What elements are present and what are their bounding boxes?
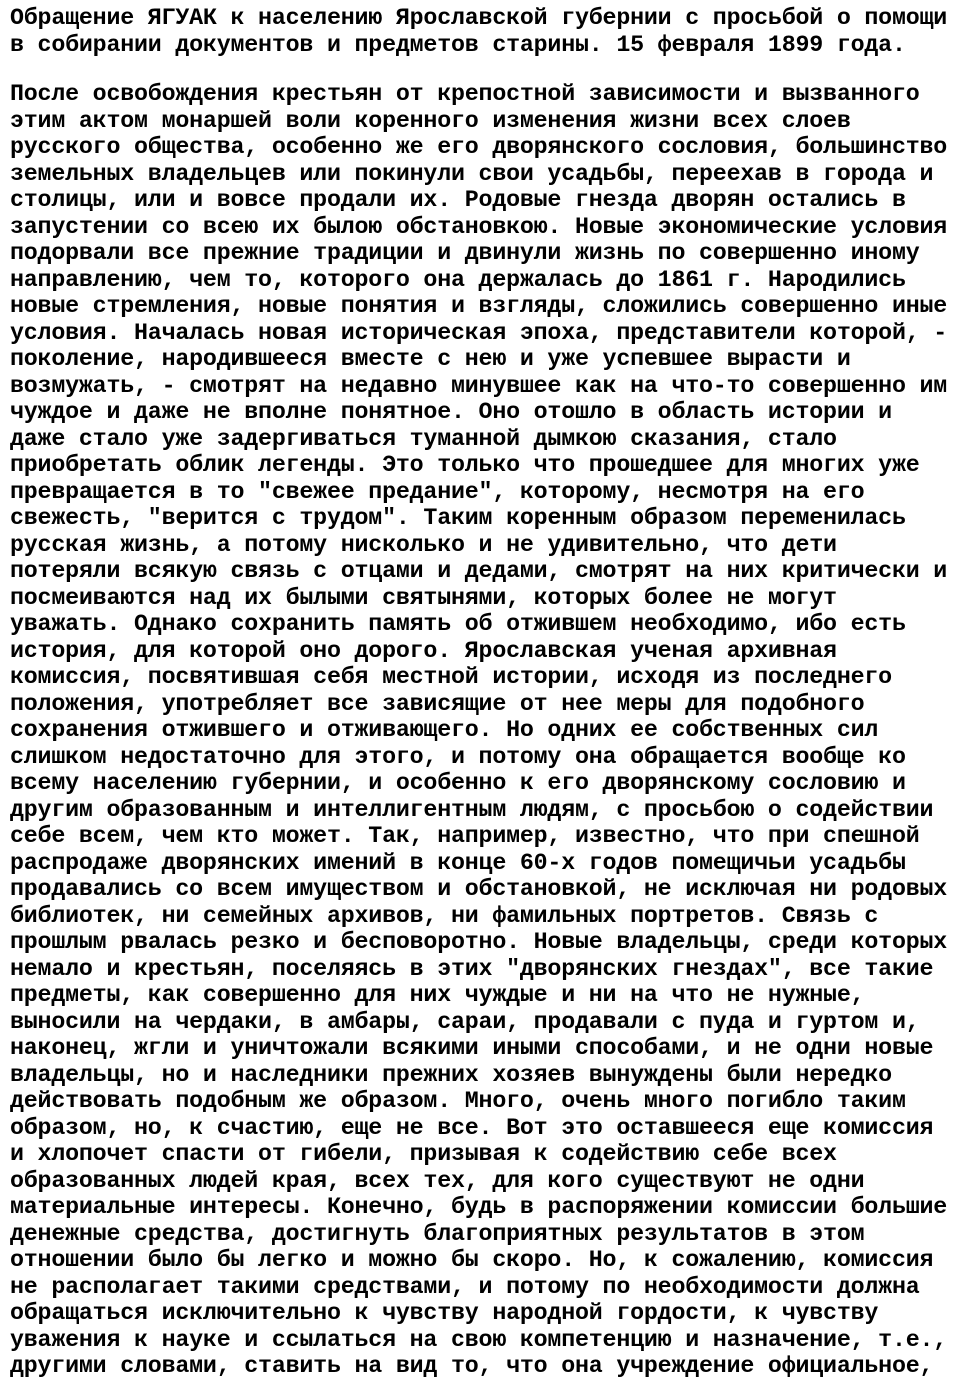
body-line: условия. Началась новая историческая эпоха, представители которой, - [10, 319, 948, 346]
body-line: направлению, чем то, которого она держалась до 1861 г. Народились [10, 266, 906, 293]
body-line: поколение, народившееся вместе с нею и уже успевшее вырасти и [10, 346, 851, 372]
body-line: русская жизнь, а потому нисколько и не удивительно, что дети [10, 531, 837, 558]
body-line: подорвали все прежние традиции и двинули жизнь по совершенно иному [10, 240, 920, 266]
body-line: даже стало уже задергиваться туманной дымкою сказания, стало [10, 425, 837, 452]
body-line: действовать подобным же образом. Много, очень много погибло таким [10, 1088, 906, 1114]
body-line: столицы, или и вовсе продали их. Родовые гнезда дворян остались в [10, 187, 906, 213]
title-line: в собирании документов и предметов старины. 15 февраля 1899 года. [10, 31, 906, 58]
body-line: возмужать, - смотрят на недавно минувшее как на что-то совершенно им [10, 372, 948, 399]
body-line: материальные интересы. Конечно, будь в распоряжении комиссии большие [10, 1194, 948, 1220]
body-line: земельных владельцев или покинули свои усадьбы, переехав в города и [10, 160, 934, 187]
body-line: образованных людей края, всех тех, для кого существуют не одни [10, 1167, 865, 1194]
body-line: свежесть, "верится с трудом". Таким коренным образом переменилась [10, 505, 906, 531]
body-line: уважения к науке и ссылаться на свою компетенцию и назначение, т.е., [10, 1326, 948, 1353]
body-line: владельцы, но и наследники прежних хозяев вынуждены были нередко [10, 1061, 892, 1088]
body-line: отношении было бы легко и можно бы скоро. Но, к сожалению, комиссия [10, 1247, 934, 1273]
body-line: этим актом монаршей воли коренного изменения жизни всех слоев [10, 107, 851, 134]
body-line: и хлопочет спасти от гибели, призывая к содействию себе всех [10, 1141, 837, 1167]
document-page [10, 5, 947, 1380]
body-line: распродаже дворянских имений в конце 60-х годов помещичьи усадьбы [10, 849, 906, 876]
body-line: посмеиваются над их былыми святынями, которых более не могут [10, 584, 837, 611]
body-line: история, для которой оно дорого. Ярославская ученая архивная [10, 637, 837, 664]
document-title [10, 5, 947, 58]
body-line: прошлым рвалась резко и бесповоротно. Новые владельцы, среди которых [10, 929, 948, 955]
body-line: предметы, как совершенно для них чуждые и ни на что не нужные, [10, 982, 865, 1008]
body-line: не располагает такими средствами, и потому по необходимости должна [10, 1273, 920, 1300]
body-line: всему населению губернии, и особенно к его дворянскому сословию и [10, 770, 906, 796]
body-line: потеряли всякую связь с отцами и дедами, смотрят на них критически и [10, 558, 948, 584]
body-line: новые стремления, новые понятия и взгляды, сложились совершенно иные [10, 293, 948, 319]
body-line: приобретать облик легенды. Это только что прошедшее для многих уже [10, 452, 920, 478]
body-line: запустении со всею их былою обстановкою. Новые экономические условия [10, 213, 948, 240]
body-line: положения, употребляет все зависящие от нее меры для подобного [10, 690, 865, 717]
body-line: выносили на чердаки, в амбары, сараи, продавали с пуда и гуртом и, [10, 1008, 920, 1035]
body-line: немало и крестьян, поселяясь в этих "дворянских гнездах", все такие [10, 955, 934, 982]
body-line: себе всем, чем кто может. Так, например, известно, что при спешной [10, 823, 920, 849]
body-line: наконец, жгли и уничтожали всякими иными способами, и не одни новые [10, 1035, 934, 1061]
body-line: комиссия, посвятившая себя местной истории, исходя из последнего [10, 664, 892, 690]
body-line: библиотек, ни семейных архивов, ни фамильных портретов. Связь с [10, 902, 879, 929]
body-line: образом, но, к счастию, еще не все. Вот это оставшееся еще комиссия [10, 1114, 934, 1141]
body-line: слишком недостаточно для этого, и потому она обращается вообще ко [10, 743, 906, 770]
body-line: превращается в то "свежее предание", которому, несмотря на его [10, 478, 865, 505]
body-line: После освобождения крестьян от крепостной зависимости и вызванного [10, 81, 920, 107]
body-line: денежные средства, достигнуть благоприятных результатов в этом [10, 1220, 865, 1247]
document-body [10, 81, 947, 1380]
body-line: продавались со всем имуществом и обстановкой, не исключая ни родовых [10, 876, 948, 902]
body-line: другими словами, ставить на вид то, что она учреждение официальное, [10, 1353, 934, 1379]
body-line: другим образованным и интеллигентным людям, с просьбою о содействии [10, 796, 934, 823]
body-line: сохранения отжившего и отживающего. Но одних ее собственных сил [10, 717, 879, 743]
body-line: уважать. Однако сохранить память об отжившем необходимо, ибо есть [10, 611, 906, 637]
body-line: чуждое и даже не вполне понятное. Оно отошло в область истории и [10, 399, 892, 425]
title-line: Обращение ЯГУАК к населению Ярославской губернии с просьбой о помощи [10, 5, 948, 31]
body-line: русского общества, особенно же его дворянского сословия, большинство [10, 134, 948, 160]
body-line: обращаться исключительно к чувству народной гордости, к чувству [10, 1300, 879, 1326]
